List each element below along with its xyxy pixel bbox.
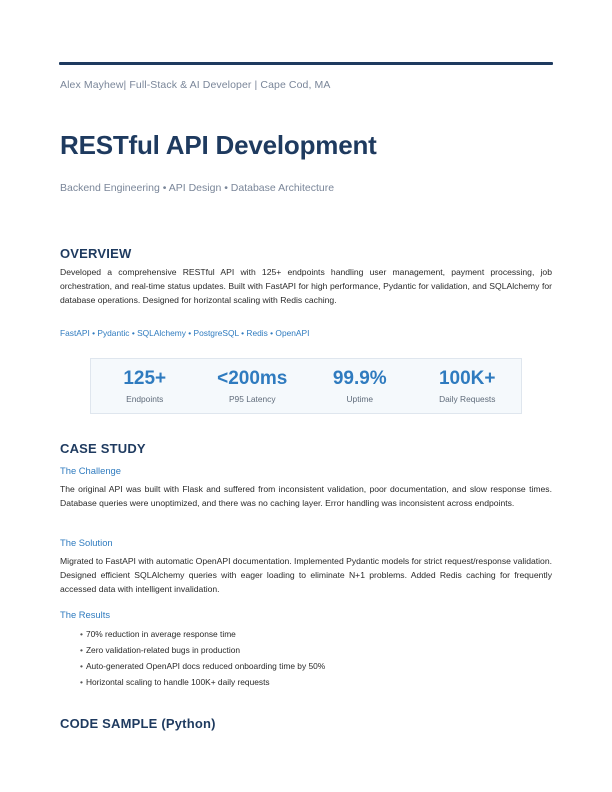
stat-label: P95 Latency	[228, 394, 276, 404]
stat-latency	[199, 359, 307, 413]
list-item: • Horizontal scaling to handle 100K+ daily requests	[80, 674, 325, 690]
overview-text: Developed a comprehensive RESTful API with 125+ endpoints handling user management, payment processing, job orchestration, and real-time status updates. Built with FastAPI for high performance, Pydantic for validation, and SQLAlchemy for database operations. Designed for horizontal scaling with Redis caching.	[60, 267, 552, 306]
list-item: • Auto-generated OpenAPI docs reduced onboarding time by 50%	[80, 658, 325, 674]
stat-label: Uptime	[346, 394, 374, 404]
code-sample-heading: CODE SAMPLE (Python)	[60, 716, 216, 731]
results-list	[80, 626, 325, 690]
stat-uptime	[306, 359, 414, 413]
stat-label: Endpoints	[126, 394, 164, 404]
page-subtitle: Backend Engineering • API Design • Database Architecture	[60, 182, 335, 194]
stat-label: Daily Requests	[439, 394, 496, 404]
stat-value: 125+	[123, 368, 167, 389]
list-item: • 70% reduction in average response time	[80, 626, 325, 642]
header-rule	[59, 62, 553, 65]
stats-panel	[90, 358, 522, 414]
stat-endpoints	[91, 359, 199, 413]
stat-value: <200ms	[217, 368, 288, 389]
overview-heading: OVERVIEW	[60, 246, 132, 261]
stat-value: 99.9%	[332, 368, 387, 389]
author-byline: Alex Mayhew| Full-Stack & AI Developer | Cape Cod, MA	[60, 79, 331, 91]
page-title: RESTful API Development	[60, 130, 377, 160]
solution-heading: The Solution	[60, 537, 113, 548]
case-study-heading: CASE STUDY	[60, 441, 146, 456]
solution-text: Migrated to FastAPI with automatic OpenAPI documentation. Implemented Pydantic models for strict request/response validation. Designed efficient SQLAlchemy queries with eager loading to eliminate N+1 problems. Added Redis caching for frequently accessed data with intelligent invalidation.	[60, 556, 552, 595]
stat-value: 100K+	[438, 368, 496, 389]
list-item: • Zero validation-related bugs in production	[80, 642, 325, 658]
stat-daily-requests	[414, 359, 522, 413]
challenge-text: The original API was built with Flask and suffered from inconsistent validation, poor documentation, and slow response times. Database queries were unoptimized, and there was no caching layer. Error handling was inconsistent across endpoints.	[60, 484, 552, 509]
results-heading: The Results	[60, 609, 111, 620]
tech-stack: FastAPI • Pydantic • SQLAlchemy • PostgreSQL • Redis • OpenAPI	[60, 328, 310, 338]
challenge-heading: The Challenge	[60, 465, 121, 476]
